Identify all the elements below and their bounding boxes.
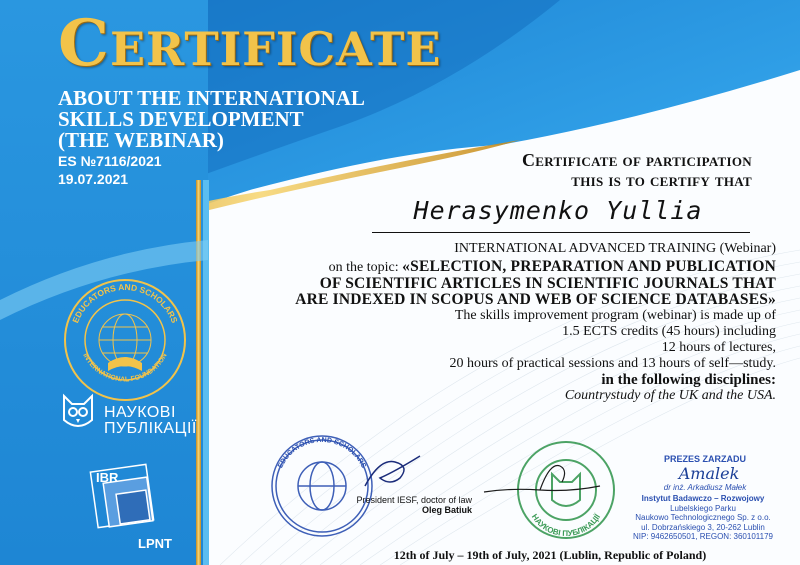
program-line: 1.5 ECTS credits (45 hours) including	[562, 324, 776, 339]
lpnt-text: LPNT	[138, 536, 172, 551]
training-line: INTERNATIONAL ADVANCED TRAINING (Webinar)	[454, 241, 776, 256]
participation-header	[440, 150, 752, 190]
topic-title-2: OF SCIENTIFIC ARTICLES IN SCIENTIFIC JOURNALS THAT	[319, 275, 776, 292]
svg-text:НАУКОВІ ПУБЛІКАЦІЇ	[530, 512, 603, 538]
naukovi-brand	[104, 405, 197, 437]
program-line: The skills improvement program (webinar) is made up of	[454, 308, 776, 323]
certificate-subtitle	[58, 88, 388, 151]
name-underline	[372, 232, 750, 233]
seal-top-text: EDUCATORS AND SCHOLARS	[70, 281, 180, 325]
title-rest: ERTIFICATE	[109, 22, 442, 76]
left-signature	[360, 448, 430, 494]
participation-line-text: Certificate of participation	[521, 150, 752, 170]
green-stamp-text: НАУКОВІ ПУБЛІКАЦІЇ	[529, 512, 603, 539]
institute-line: Lubelskiego Parku	[670, 503, 736, 513]
left-signatory	[332, 495, 472, 515]
certificate-number: ES №7116/2021	[58, 153, 162, 169]
right-signature: Amalek	[678, 464, 740, 483]
participation-line	[440, 150, 752, 170]
educators-foundation-seal	[60, 275, 190, 405]
institute-stamp	[618, 494, 788, 542]
certificate-date: 19.07.2021	[58, 171, 129, 187]
program-line: 20 hours of practical sessions and 13 hours of self—study.	[449, 356, 776, 371]
certify-line	[440, 170, 752, 190]
seal-bottom-text: INTERNATIONAL FOUNDATION	[81, 352, 169, 384]
left-signatory-name: Oleg Batiuk	[421, 505, 472, 515]
right-signatory-name: dr inż. Arkadiusz Małek	[663, 483, 747, 492]
svg-text:EDUCATORS AND SCHOLARS	[70, 282, 180, 325]
right-signatory-title: PREZES ZARZADU	[663, 454, 746, 464]
institute-line: NIP: 9462650501, REGON: 360101179	[633, 532, 773, 541]
topic-line	[256, 259, 776, 276]
ibr-lpnt-logo	[86, 462, 186, 558]
certify-line-text: this is to certify that	[571, 170, 752, 190]
topic-title-1: «SELECTION, PREPARATION AND PUBLICATION	[402, 258, 776, 275]
certificate-title	[58, 6, 441, 81]
disciplines-value: Countrystudy of the UK and the USA.	[564, 388, 776, 403]
institute-line: Naukowo Technologicznego Sp. z o.o.	[635, 513, 771, 522]
naukovi-line: НАУКОВІ	[104, 404, 176, 421]
subtitle-line: ABOUT THE INTERNATIONAL	[58, 86, 365, 110]
owl-logo-icon	[58, 390, 98, 432]
certificate-number-block	[58, 152, 162, 188]
recipient-name: Herasymenko Yullia	[413, 196, 703, 225]
disciplines-label: in the following disciplines:	[601, 372, 776, 388]
program-line: 12 hours of lectures,	[661, 340, 776, 355]
title-initial: C	[58, 6, 110, 81]
subtitle-line: SKILLS DEVELOPMENT	[58, 107, 304, 131]
left-signatory-title: President IESF, doctor of law	[356, 495, 472, 505]
center-signature	[480, 452, 620, 502]
ibr-text: IBR	[96, 470, 119, 485]
institute-line: Instytut Badawczo – Rozwojowy	[641, 494, 765, 503]
institute-line: ul. Dobrzańskiego 3, 20-262 Lublin	[641, 522, 765, 532]
footer-date: 12th of July – 19th of July, 2021 (Lublin, Republic of Poland)	[393, 548, 707, 562]
topic-title-3: ARE INDEXED IN SCOPUS AND WEB OF SCIENCE DATABASES»	[295, 291, 776, 308]
naukovi-line: ПУБЛІКАЦІЇ	[104, 420, 197, 437]
subtitle-line: (THE WEBINAR)	[58, 128, 224, 152]
blue-stamp-text: EDUCATORS AND SCHOLARS	[277, 436, 367, 470]
certificate-body	[256, 241, 776, 404]
topic-prefix: on the topic:	[328, 260, 403, 275]
svg-text:EDUCATORS AND SCHOLARS	[277, 437, 367, 470]
